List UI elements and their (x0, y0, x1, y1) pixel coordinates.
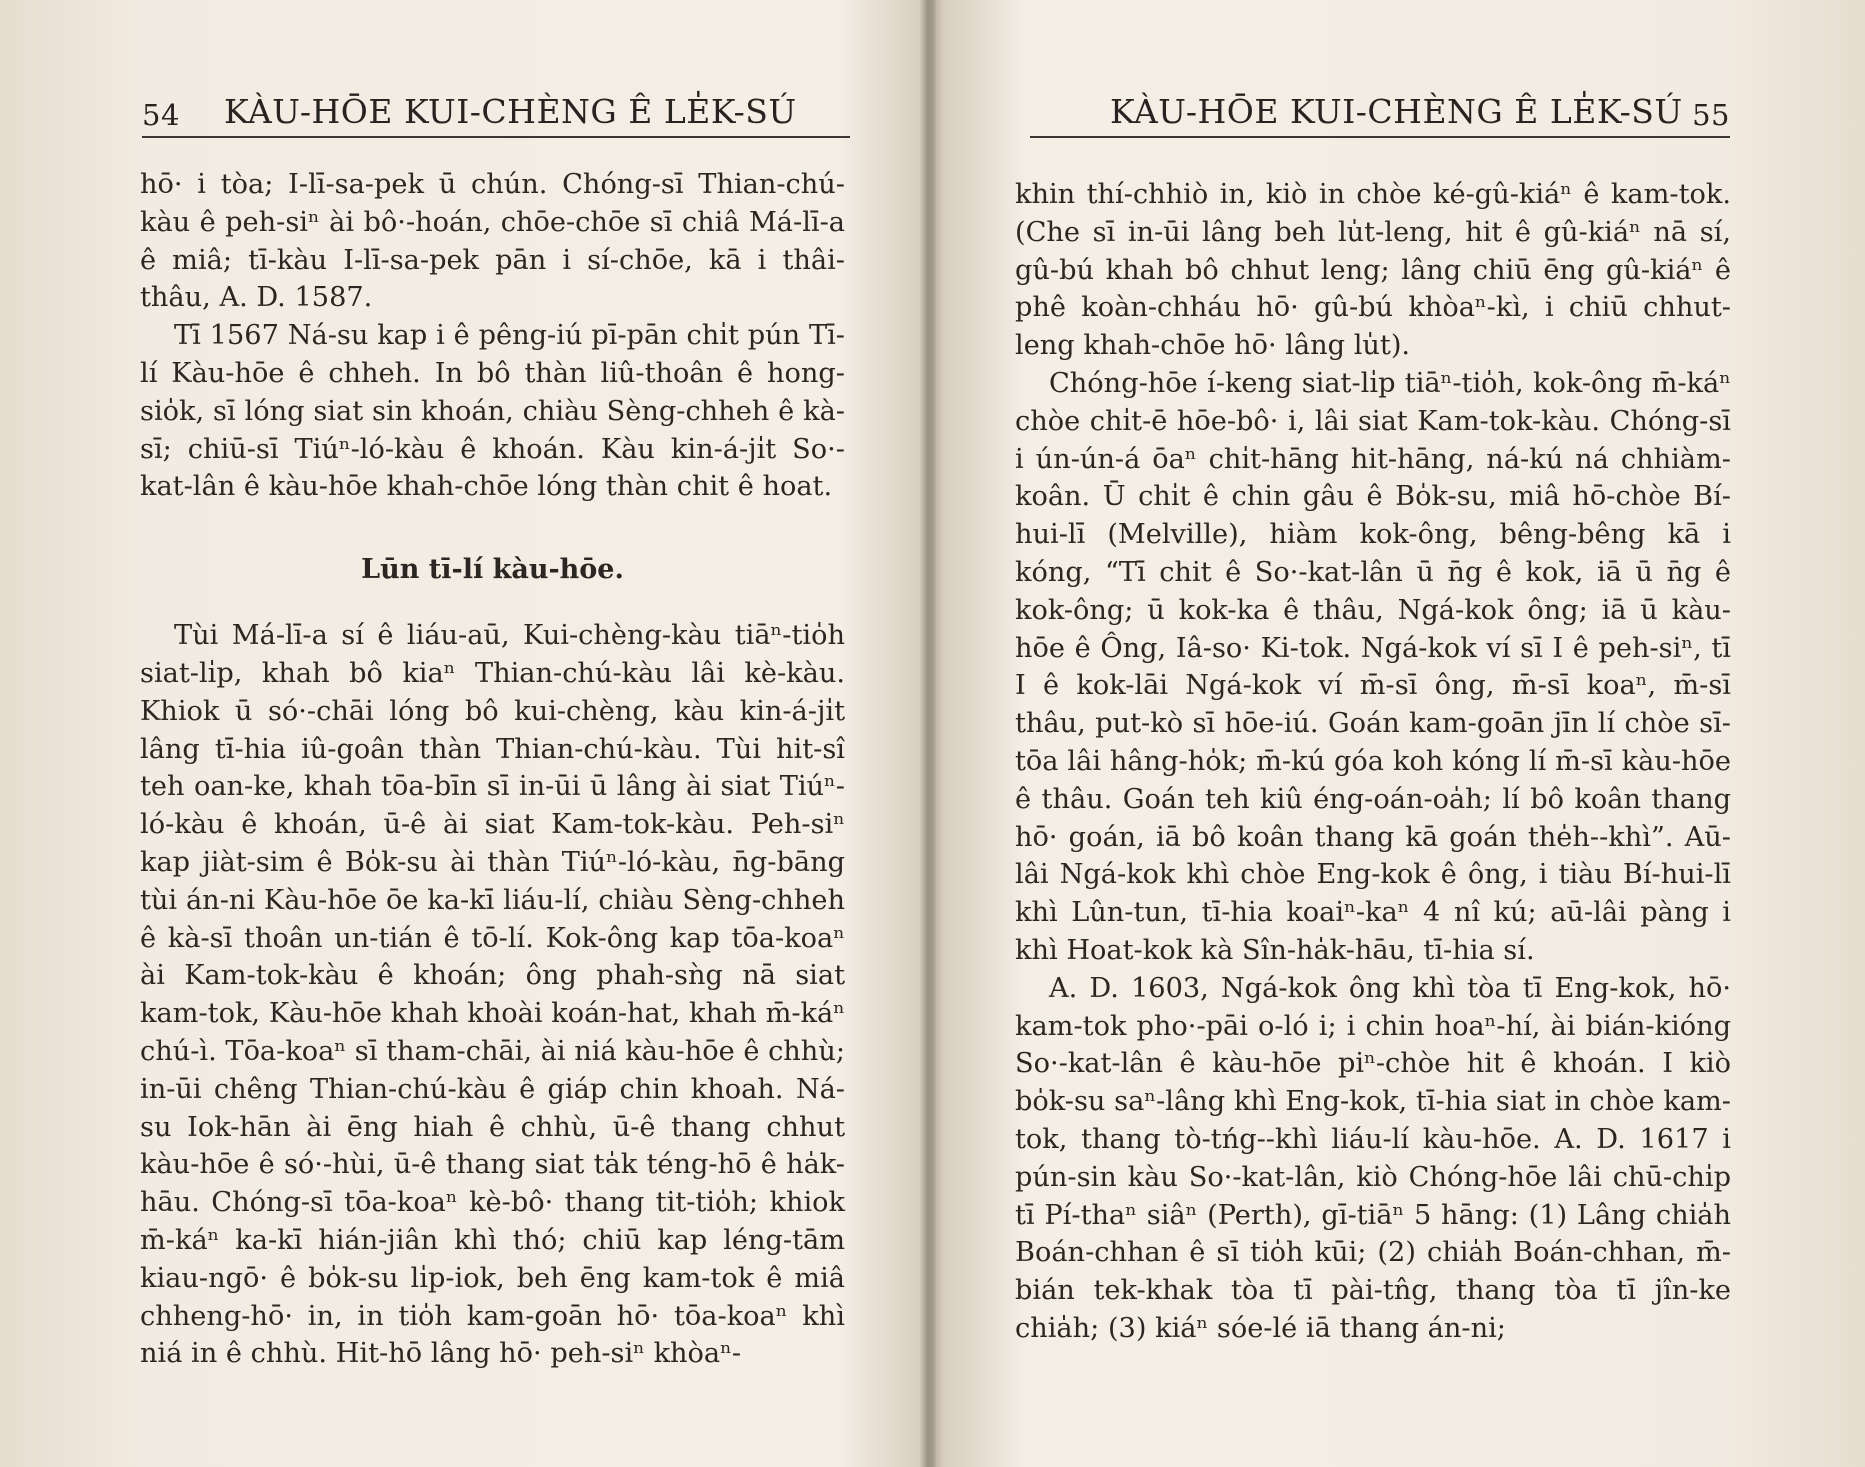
left-page-number: 54 (142, 98, 180, 132)
left-running-title: KÀU-HŌE KUI-CHÈNG Ê LE̍K-SÚ (224, 92, 797, 131)
right-running-head (1030, 90, 1730, 138)
left-paragraph-continuation: hō· i tòa; I-lī-sa-pek ū chún. Chóng-sī Thian-chú-kàu ê peh-siⁿ ài bô·-hoán, chōe-chōe sī chiâ Má-lī-a ê miâ; tī-kàu I-lī-sa-pek pān i sí-chōe, kā i thâi-thâu, A. D. 1587. (140, 169, 845, 314)
left-page (0, 0, 925, 1467)
section-heading: Lūn tī-lí kàu-hōe. (361, 554, 624, 586)
book-gutter (920, 0, 936, 1467)
right-paragraph-general-assembly: Chóng-hōe í-keng siat-li̍p tiāⁿ-tio̍h, kok-ông m̄-káⁿ chòe chi̍t-ē hōe-bô· i, lâi siat Kam-tok-kàu. Chóng-sī i ún-ún-á ōaⁿ chi̍t-hāng hit-hāng, ná-kú ná chhiàm-koân. Ū chi̍t ê chin gâu ê Bo̍k-su, miâ hō-chòe Bí-hui-lī (Melville), hiàm kok-ông, bêng-bêng kā i kóng, “Tī chit ê So·-kat-lân ū n̄g ê kok, iā ū n̄g ê kok-ông; ū kok-ka ê thâu, Ngá-kok ông; iā ū kàu-hōe ê Ông, Iâ-so· Ki-tok. Ngá-kok ví sī I ê peh-siⁿ, tī I ê kok-lāi Ngá-kok ví m̄-sī ông, m̄-sī koaⁿ, m̄-sī thâu, put-kò sī hōe-iú. Goán kam-goān jīn lí chòe sī-tōa lâi hâng-ho̍k; m̄-kú góa koh kóng lí m̄-sī kàu-hōe ê thâu. Goán teh kiû éng-oán-oa̍h; lí bô koân thang hō· goán, iā bô koân thang kā goán the̍h--khì”. Aū-lâi Ngá-kok khì chòe Eng-kok ê ông, i tiàu Bí-hui-lī khì Lûn-tun, tī-hia koaiⁿ-kaⁿ 4 nî kú; aū-lâi pàng i khì Hoat-kok kà Sîn-ha̍k-hāu, tī-hia sí. (1015, 367, 1731, 966)
right-paragraph-1603: A. D. 1603, Ngá-kok ông khì tòa tī Eng-kok, hō· kam-tok pho·-pāi o-ló i; i chin hoaⁿ-hí, ài bián-kióng So·-kat-lân ê kàu-hōe piⁿ-chòe hit ê khoán. I kiò bo̍k-su saⁿ-lâng khì Eng-kok, tī-hia siat in chòe kam-tok, thang tò-tńg--khì liáu-lí kàu-hōe. A. D. 1617 i pún-sin kàu So·-kat-lân, kiò Chóng-hōe lâi chū-chi̍p tī Pí-thaⁿ siâⁿ (Perth), gī-tiāⁿ 5 hāng: (1) Lâng chia̍h Boán-chhan ê sī tio̍h kūi; (2) chia̍h Boán-chhan, m̄-bián tek-khak tòa tī pài-tn̂g, thang tòa tī jîn-ke chia̍h; (3) kiáⁿ sóe-lé iā thang án-ni; (1015, 972, 1731, 1344)
right-text-column (1015, 176, 1731, 1348)
left-paragraph-1567: Tī 1567 Ná-su kap i ê pêng-iú pī-pān chi̍t pún Tī-lí Kàu-hōe ê chheh. In bô thàn liû-thoân ê hong-sio̍k, sī lóng siat sin khoán, chiàu Sèng-chheh ê kà-sī; chiū-sī Tiúⁿ-ló-kàu ê khoán. Kàu kin-á-ji̍t So·-kat-lân ê kàu-hōe khah-chōe lóng thàn chit ê hoat. (140, 320, 845, 503)
left-text-column (140, 166, 845, 1373)
right-paragraph-continuation: khin thí-chhiò in, kiò in chòe ké-gû-kiáⁿ ê kam-tok. (Che sī in-ūi lâng beh lu̍t-leng, hit ê gû-kiáⁿ nā sí, gû-bú khah bô chhut leng; lâng chiū ēng gû-kiáⁿ ê phê koàn-chháu hō· gû-bú khòaⁿ-kì, i chiū chhut-leng khah-chōe hō· lâng lu̍t). (1015, 179, 1731, 362)
left-running-head (142, 90, 850, 138)
right-page (935, 0, 1865, 1467)
right-running-title: KÀU-HŌE KUI-CHÈNG Ê LE̍K-SÚ (1110, 92, 1683, 131)
right-page-number: 55 (1692, 98, 1730, 132)
left-paragraph-after-heading: Tùi Má-lī-a sí ê liáu-aū, Kui-chèng-kàu tiāⁿ-tio̍h siat-li̍p, khah bô kiaⁿ Thian-chú-kàu lâi kè-kàu. Khiok ū só·-chāi lóng bô kui-chèng, kàu kin-á-ji̍t lâng tī-hia iû-goân thàn Thian-chú-kàu. Tùi hit-sî teh oan-ke, khah tōa-bīn sī in-ūi ū lâng ài siat Tiúⁿ-ló-kàu ê khoán, ū-ê ài siat Kam-tok-kàu. Peh-siⁿ kap jiàt-sim ê Bo̍k-su ài thàn Tiúⁿ-ló-kàu, n̄g-bāng tùi án-ni Kàu-hōe ōe ka-kī liáu-lí, chiàu Sèng-chheh ê kà-sī thoân un-tián ê tō-lí. Kok-ông kap tōa-koaⁿ ài Kam-tok-kàu ê khoán; ông phah-sǹg nā siat kam-tok, Kàu-hōe khah khoài koán-hat, khah m̄-káⁿ chú-ì. Tōa-koaⁿ sī tham-chāi, ài niá kàu-hōe ê chhù; in-ūi chêng Thian-chú-kàu ê giáp chin khoah. Ná-su Iok-hān ài ēng hiah ê chhù, ū-ê thang chhut kàu-hōe ê só·-hùi, ū-ê thang siat ta̍k téng-hō ê ha̍k-hāu. Chóng-sī tōa-koaⁿ kè-bô· thang tit-tio̍h; khiok m̄-káⁿ ka-kī hián-jiân khì thó; chiū kap léng-tām kiau-ngō· ê bo̍k-su li̍p-iok, beh ēng kam-tok ê miâ chheng-hō· in, in tio̍h kam-goān hō· tōa-koaⁿ khì niá in ê chhù. Hit-hō lâng hō· peh-siⁿ khòaⁿ- (140, 620, 845, 1370)
